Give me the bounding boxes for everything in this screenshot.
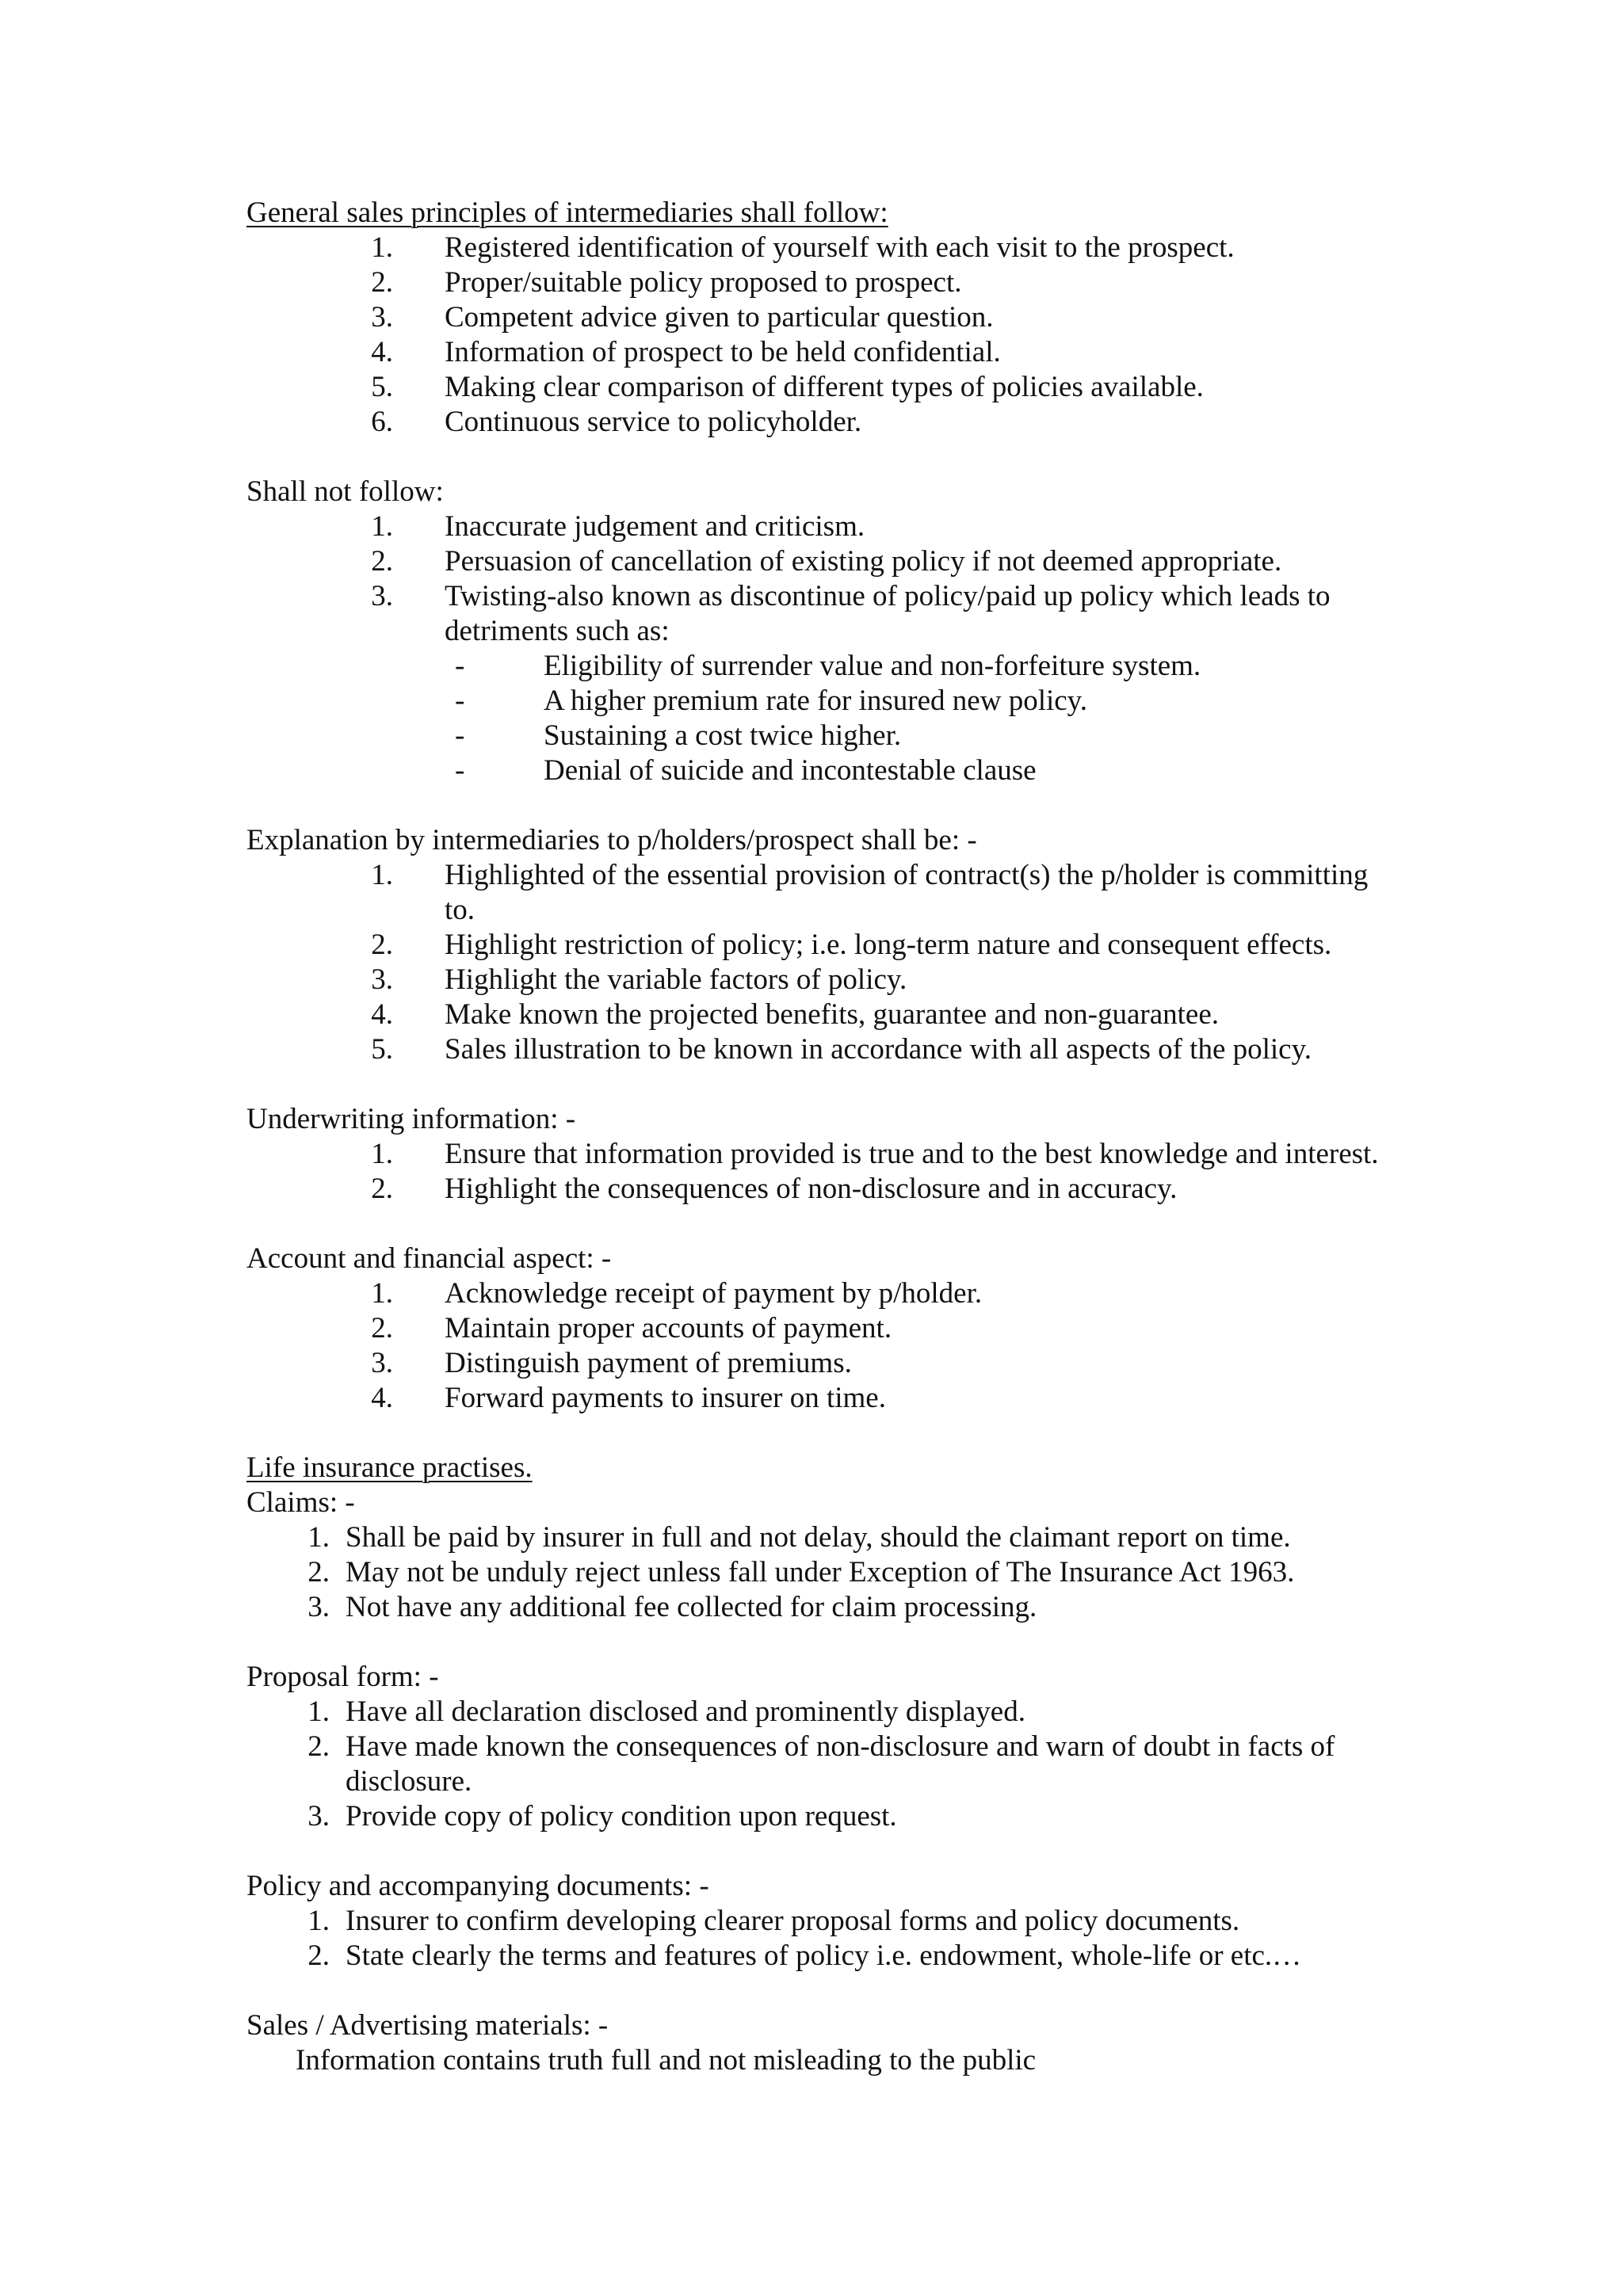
item-text: Highlight restriction of policy; i.e. long-term nature and consequent effects. xyxy=(445,929,1332,961)
section-account-financial xyxy=(246,1241,1380,1416)
list-item xyxy=(246,1381,1380,1416)
item-text: Highlighted of the essential provision of contract(s) the p/holder is committing to. xyxy=(445,859,1369,926)
list-item xyxy=(246,335,1380,370)
list-item xyxy=(246,231,1380,265)
list-item xyxy=(246,1799,1380,1834)
list-item xyxy=(246,265,1380,300)
item-text: Acknowledge receipt of payment by p/holder. xyxy=(445,1277,983,1310)
section-heading: General sales principles of intermediaries shall follow: xyxy=(246,196,888,229)
list-item xyxy=(246,544,1380,579)
list-item xyxy=(246,1520,1380,1555)
section-underwriting xyxy=(246,1102,1380,1207)
sub-item-dash: - xyxy=(455,650,465,682)
item-number: 1. xyxy=(371,859,393,891)
section-heading: Claims: - xyxy=(246,1486,355,1519)
list-item xyxy=(246,1032,1380,1067)
list-item xyxy=(246,579,1380,649)
list-item xyxy=(246,1311,1380,1346)
section-explanation xyxy=(246,823,1380,1067)
item-text: Not have any additional fee collected for claim processing. xyxy=(346,1591,1037,1623)
item-number: 2. xyxy=(307,1730,330,1763)
item-number: 5. xyxy=(371,1033,393,1066)
list-item xyxy=(246,997,1380,1032)
item-text: May not be unduly reject unless fall under Exception of The Insurance Act 1963. xyxy=(346,1556,1295,1589)
item-text: Have all declaration disclosed and prominently displayed. xyxy=(346,1695,1025,1728)
document-content xyxy=(246,196,1380,2078)
list-item xyxy=(246,1695,1380,1730)
item-text: Persuasion of cancellation of existing policy if not deemed appropriate. xyxy=(445,545,1282,578)
item-text: Continuous service to policyholder. xyxy=(445,406,862,438)
list-item xyxy=(246,1346,1380,1381)
item-text: Highlight the consequences of non-disclosure and in accuracy. xyxy=(445,1173,1178,1205)
item-number: 6. xyxy=(371,406,393,438)
section-heading: Explanation by intermediaries to p/holders/prospect shall be: - xyxy=(246,824,977,856)
sub-item-text: A higher premium rate for insured new policy. xyxy=(544,685,1088,717)
item-text: Proper/suitable policy proposed to prospect. xyxy=(445,266,962,299)
section-heading: Policy and accompanying documents: - xyxy=(246,1870,709,1902)
sub-item-text: Sustaining a cost twice higher. xyxy=(544,719,902,752)
item-number: 3. xyxy=(371,580,393,612)
list-item xyxy=(246,1590,1380,1625)
section-sales-advertising xyxy=(246,2008,1380,2078)
item-text: Distinguish payment of premiums. xyxy=(445,1347,852,1379)
section-heading: Proposal form: - xyxy=(246,1661,439,1693)
item-text: Twisting-also known as discontinue of policy/paid up policy which leads to detriments such as: xyxy=(445,580,1331,647)
section-title: Life insurance practises. xyxy=(246,1451,533,1484)
section-proposal-form xyxy=(246,1660,1380,1834)
item-text: Information of prospect to be held confidential. xyxy=(445,336,1001,368)
sub-list-item xyxy=(246,753,1380,788)
item-number: 2. xyxy=(371,1312,393,1344)
section-general-sales-principles xyxy=(246,196,1380,440)
list-item xyxy=(246,928,1380,963)
item-number: 2. xyxy=(371,1173,393,1205)
item-number: 4. xyxy=(371,998,393,1031)
sub-item-text: Denial of suicide and incontestable clause xyxy=(544,754,1037,787)
list-item xyxy=(246,509,1380,544)
item-text: Competent advice given to particular question. xyxy=(445,301,994,334)
item-number: 1. xyxy=(371,231,393,264)
item-number: 2. xyxy=(307,1939,330,1972)
item-number: 3. xyxy=(371,1347,393,1379)
sub-item-dash: - xyxy=(455,685,465,717)
list-item xyxy=(246,1555,1380,1590)
list-item xyxy=(246,1172,1380,1207)
sub-item-dash: - xyxy=(455,754,465,787)
list-item xyxy=(246,1939,1380,1974)
item-text: Have made known the consequences of non-disclosure and warn of doubt in facts of disclosure. xyxy=(346,1730,1335,1798)
section-claims xyxy=(246,1451,1380,1625)
section-heading: Account and financial aspect: - xyxy=(246,1242,612,1275)
item-number: 1. xyxy=(371,1138,393,1170)
item-number: 4. xyxy=(371,1382,393,1414)
item-text: Making clear comparison of different types of policies available. xyxy=(445,371,1204,403)
item-number: 1. xyxy=(371,510,393,543)
list-item xyxy=(246,963,1380,997)
item-text: State clearly the terms and features of policy i.e. endowment, whole-life or etc.… xyxy=(346,1939,1302,1972)
item-text: Ensure that information provided is true and to the best knowledge and interest. xyxy=(445,1138,1379,1170)
item-text: Forward payments to insurer on time. xyxy=(445,1382,886,1414)
sub-list-item xyxy=(246,719,1380,753)
section-heading: Sales / Advertising materials: - xyxy=(246,2009,609,2042)
item-number: 5. xyxy=(371,371,393,403)
list-item xyxy=(246,300,1380,335)
section-heading: Underwriting information: - xyxy=(246,1103,576,1135)
item-number: 1. xyxy=(371,1277,393,1310)
item-text: Highlight the variable factors of policy. xyxy=(445,963,907,996)
item-number: 3. xyxy=(307,1800,330,1833)
item-text: Make known the projected benefits, guarantee and non-guarantee. xyxy=(445,998,1220,1031)
section-heading: Shall not follow: xyxy=(246,475,444,508)
list-item xyxy=(246,370,1380,405)
section-shall-not-follow xyxy=(246,475,1380,788)
item-text: Inaccurate judgement and criticism. xyxy=(445,510,865,543)
list-item xyxy=(246,858,1380,928)
item-number: 1. xyxy=(307,1521,330,1554)
list-item xyxy=(246,1904,1380,1939)
sub-item-text: Eligibility of surrender value and non-forfeiture system. xyxy=(544,650,1201,682)
item-number: 2. xyxy=(371,929,393,961)
item-number: 2. xyxy=(371,266,393,299)
list-item xyxy=(246,1730,1380,1799)
item-number: 3. xyxy=(371,301,393,334)
item-text: Shall be paid by insurer in full and not delay, should the claimant report on time. xyxy=(346,1521,1291,1554)
item-number: 3. xyxy=(371,963,393,996)
item-text: Provide copy of policy condition upon request. xyxy=(346,1800,897,1833)
item-number: 2. xyxy=(371,545,393,578)
list-item xyxy=(246,1276,1380,1311)
item-text: Sales illustration to be known in accordance with all aspects of the policy. xyxy=(445,1033,1312,1066)
item-number: 3. xyxy=(307,1591,330,1623)
list-item xyxy=(246,1137,1380,1172)
sub-list-item xyxy=(246,684,1380,719)
item-text: Registered identification of yourself with each visit to the prospect. xyxy=(445,231,1235,264)
list-item xyxy=(246,405,1380,440)
item-number: 2. xyxy=(307,1556,330,1589)
item-number: 4. xyxy=(371,336,393,368)
item-number: 1. xyxy=(307,1905,330,1937)
item-text: Maintain proper accounts of payment. xyxy=(445,1312,892,1344)
section-text: Information contains truth full and not misleading to the public xyxy=(296,2044,1037,2077)
sub-list-item xyxy=(246,649,1380,684)
section-policy-documents xyxy=(246,1869,1380,1974)
sub-item-dash: - xyxy=(455,719,465,752)
item-text: Insurer to confirm developing clearer proposal forms and policy documents. xyxy=(346,1905,1240,1937)
item-number: 1. xyxy=(307,1695,330,1728)
